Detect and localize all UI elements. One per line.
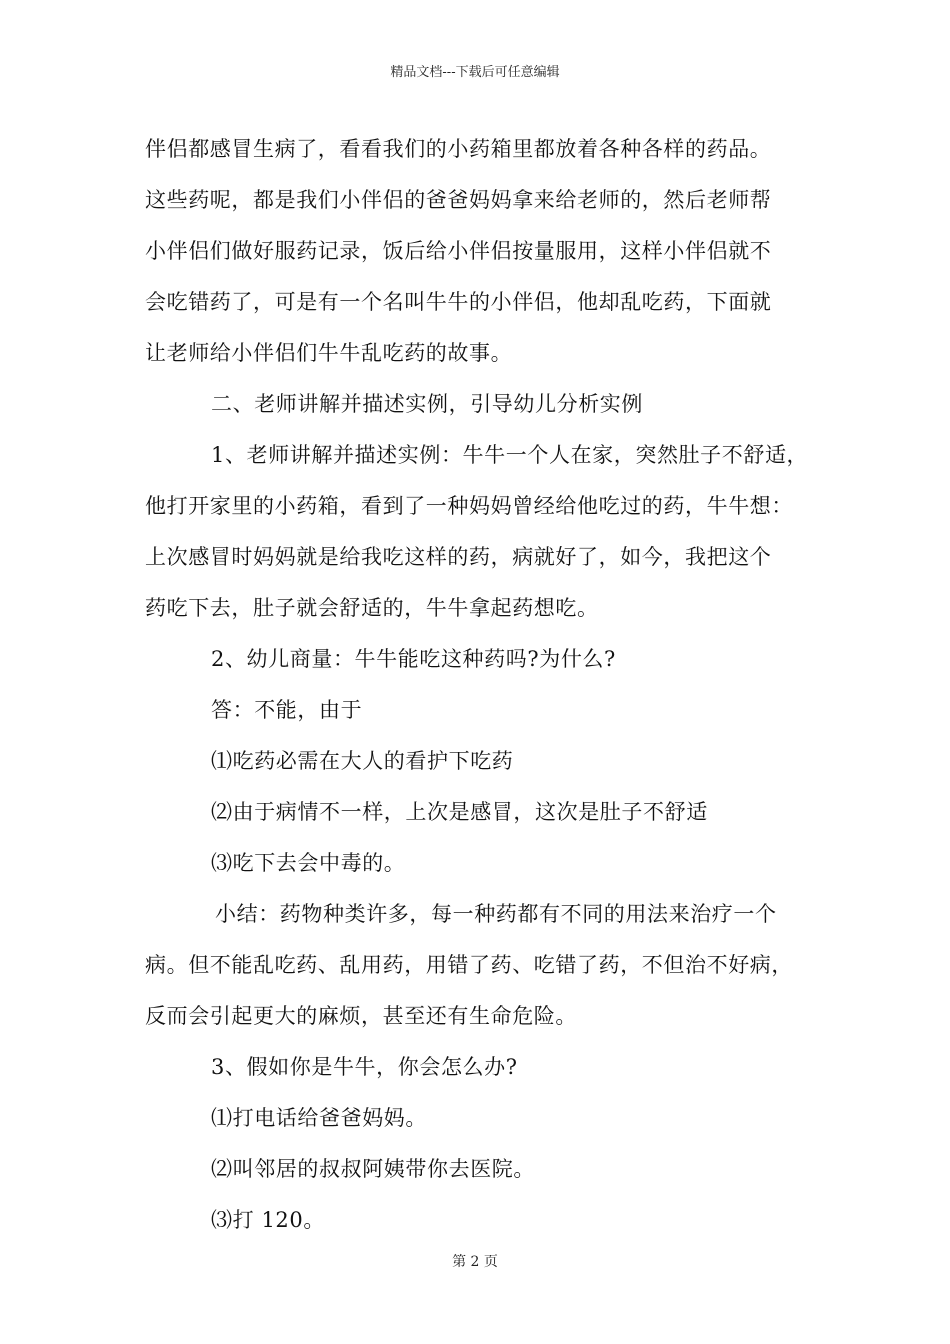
paragraph-line: 小伴侣们做好服药记录，饭后给小伴侣按量服用，这样小伴侣就不 <box>145 239 772 263</box>
page-header: 精品文档---下载后可任意编辑 <box>390 65 560 80</box>
list-item: ⑴吃药必需在大人的看护下吃药 <box>211 749 514 773</box>
paragraph-line: 1、老师讲解并描述实例：牛牛一个人在家，突然肚子不舒适， <box>211 443 809 467</box>
paragraph-line: 伴侣都感冒生病了，看看我们的小药箱里都放着各种各样的药品。 <box>145 137 772 161</box>
list-item: ⑵叫邻居的叔叔阿姨带你去医院。 <box>211 1157 535 1181</box>
page-number: 第 2 页 <box>452 1254 498 1270</box>
summary-line: 小结：药物种类许多，每一种药都有不同的用法来治疗一个 <box>215 902 777 926</box>
list-item: ⑶打 120。 <box>211 1208 325 1232</box>
paragraph-line: 上次感冒时妈妈就是给我吃这样的药，病就好了，如今，我把这个 <box>145 545 772 569</box>
paragraph-line: 这些药呢，都是我们小伴侣的爸爸妈妈拿来给老师的，然后老师帮 <box>145 188 772 212</box>
list-item: ⑴打电话给爸爸妈妈。 <box>211 1106 427 1130</box>
paragraph-line: 他打开家里的小药箱，看到了一种妈妈曾经给他吃过的药，牛牛想： <box>145 494 793 518</box>
list-item: ⑶吃下去会中毒的。 <box>211 851 406 875</box>
paragraph-line: 药吃下去，肚子就会舒适的，牛牛拿起药想吃。 <box>145 596 599 620</box>
section-heading: 二、老师讲解并描述实例，引导幼儿分析实例 <box>211 392 643 416</box>
paragraph-line: 2、幼儿商量：牛牛能吃这种药吗?为什么? <box>211 647 616 671</box>
paragraph-line: 答：不能，由于 <box>211 698 363 722</box>
paragraph-line: 病。但不能乱吃药、乱用药，用错了药、吃错了药，不但治不好病， <box>145 953 793 977</box>
list-item: ⑵由于病情不一样，上次是感冒，这次是肚子不舒适 <box>211 800 708 824</box>
document-body <box>145 124 835 1246</box>
paragraph-line: 让老师给小伴侣们牛牛乱吃药的故事。 <box>145 341 513 365</box>
paragraph-line: 3、假如你是牛牛，你会怎么办? <box>211 1055 518 1079</box>
paragraph-line: 会吃错药了，可是有一个名叫牛牛的小伴侣，他却乱吃药，下面就 <box>145 290 772 314</box>
paragraph-line: 反而会引起更大的麻烦，甚至还有生命危险。 <box>145 1004 577 1028</box>
